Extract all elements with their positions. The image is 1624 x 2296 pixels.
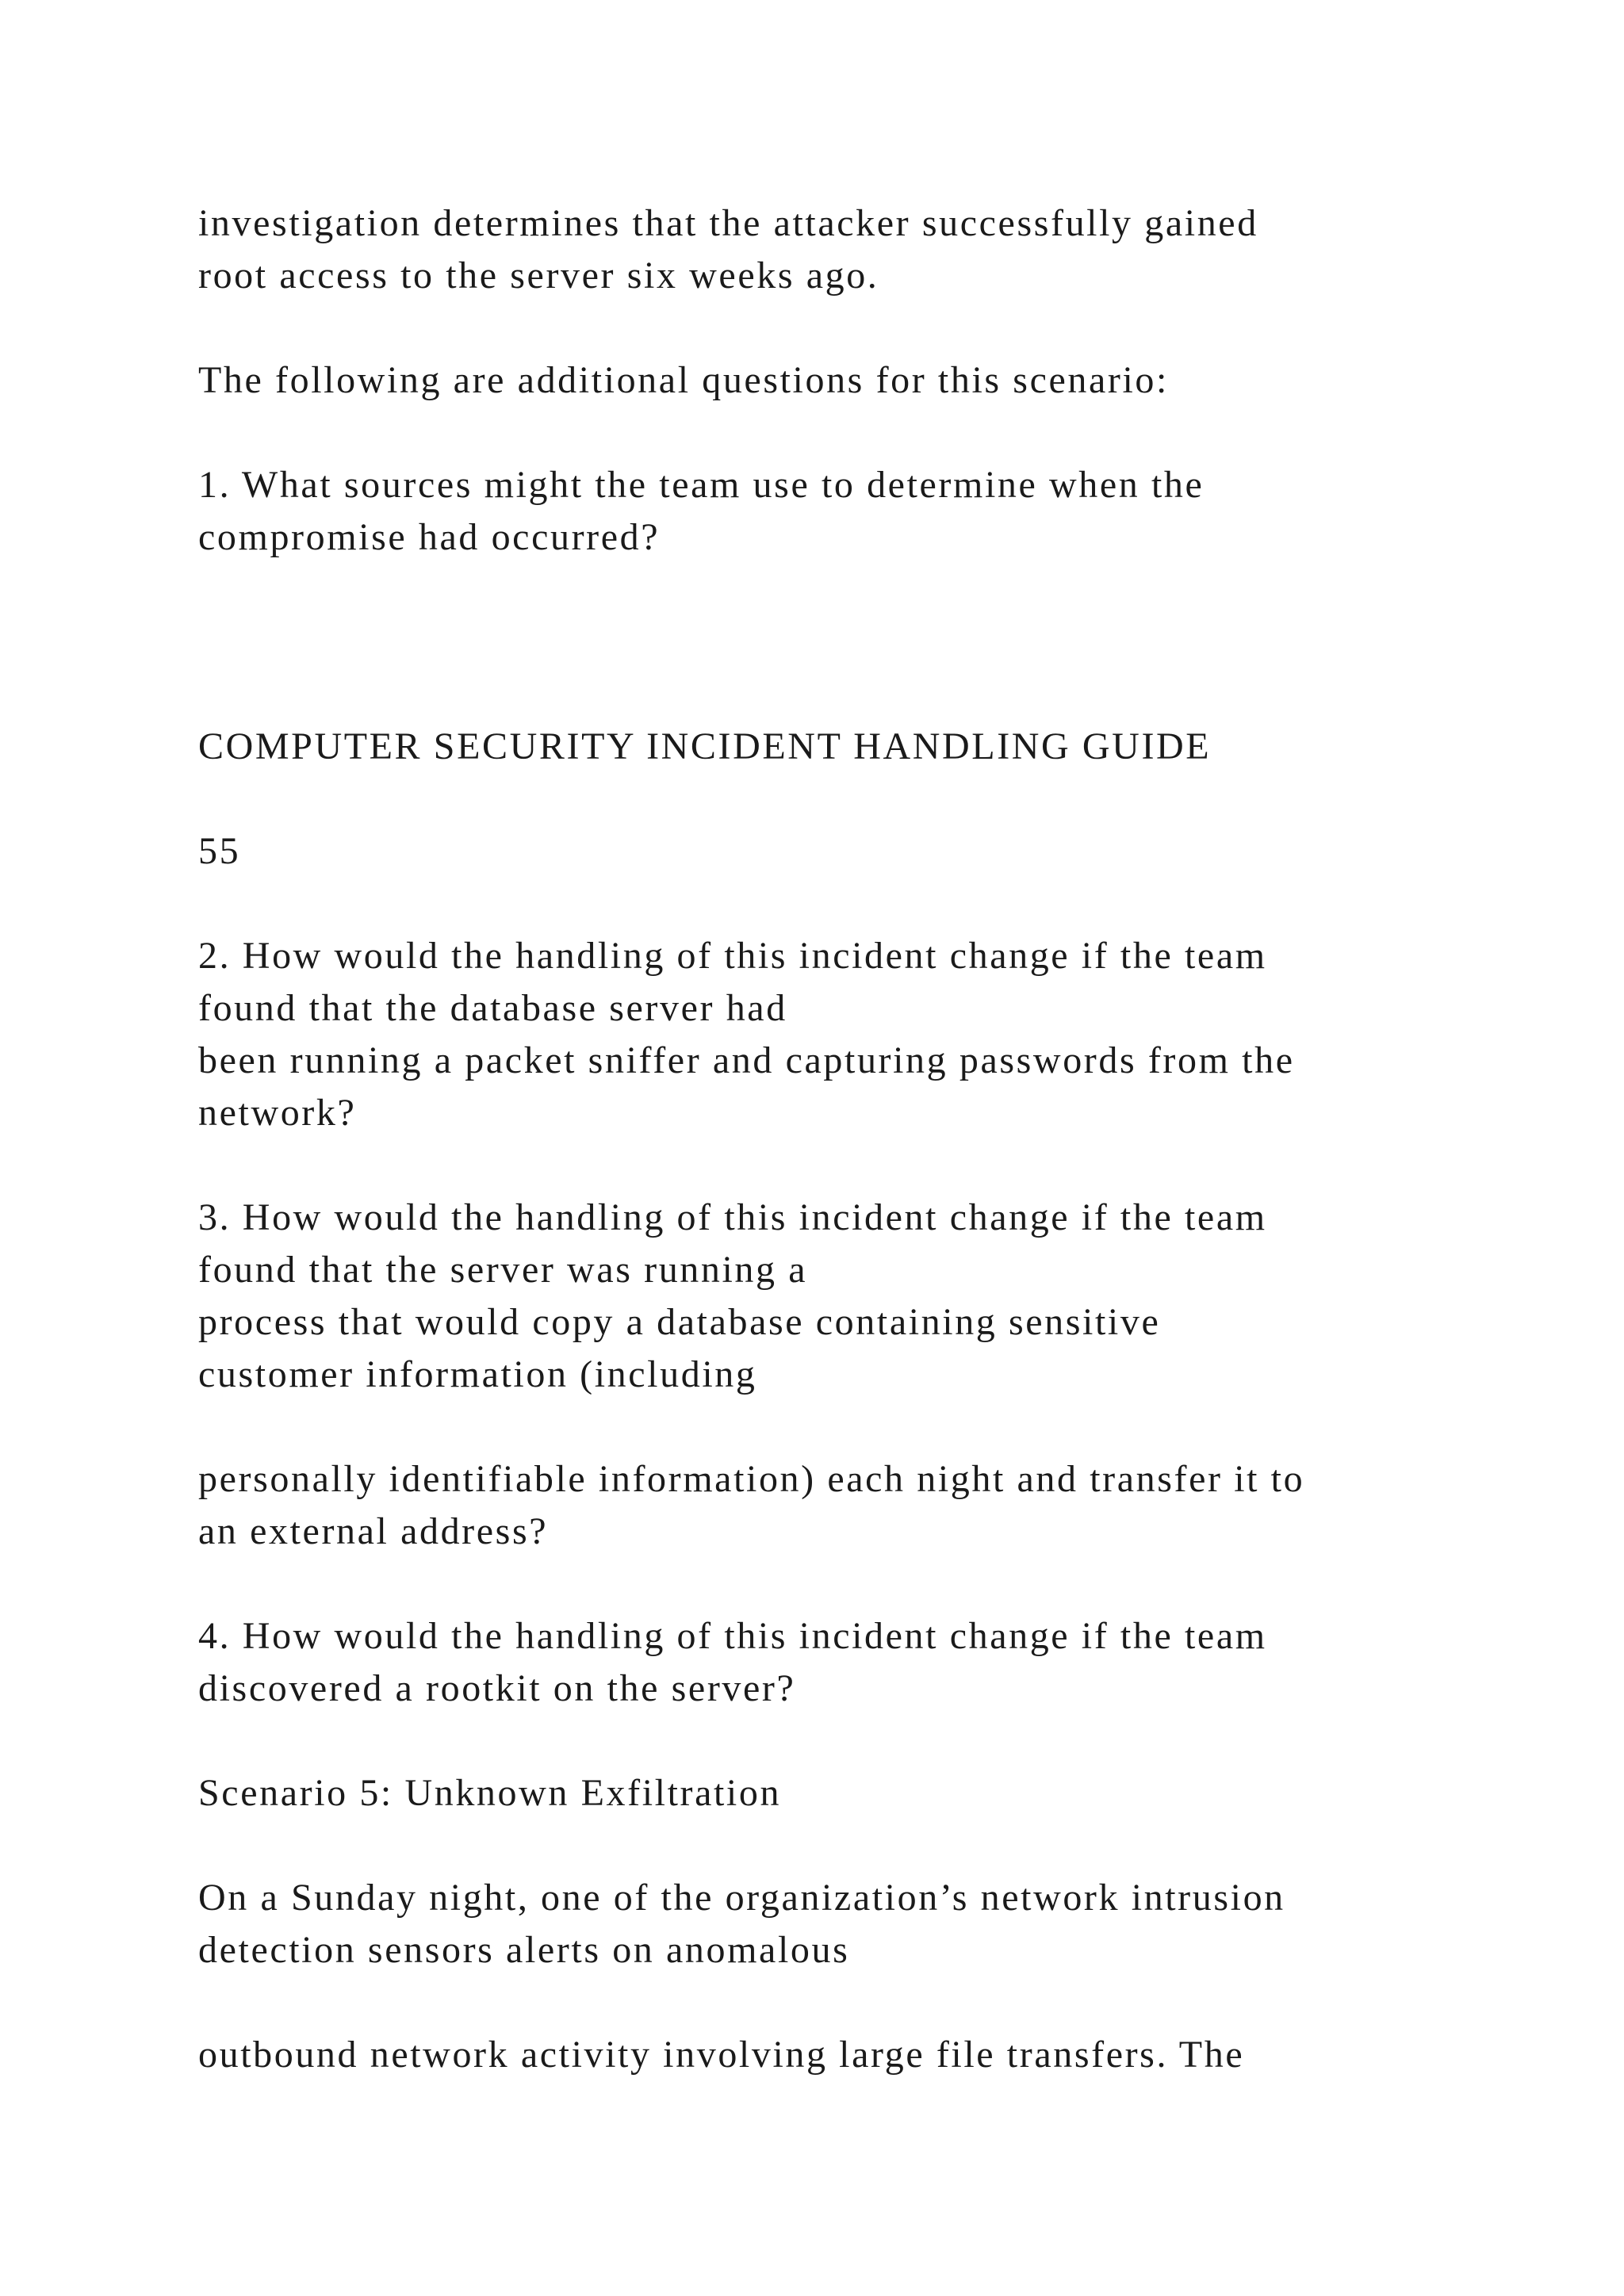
question-2-line: network? (198, 1092, 357, 1134)
paragraph-line: detection sensors alerts on anomalous (198, 1929, 850, 1971)
question-4-line: discovered a rootkit on the server? (198, 1667, 796, 1709)
page-number: 55 (198, 830, 241, 872)
question-1-line: 1. What sources might the team use to determine when the (198, 464, 1205, 506)
question-4-line: 4. How would the handling of this incident change if the team (198, 1615, 1267, 1657)
question-3-line: personally identifiable information) each night and transfer it to (198, 1458, 1305, 1500)
paragraph-line: investigation determines that the attacker successfully gained (198, 202, 1258, 244)
scenario-heading: Scenario 5: Unknown Exfiltration (198, 1772, 782, 1814)
question-3-line: 3. How would the handling of this incident change if the team (198, 1196, 1267, 1238)
paragraph-line: The following are additional questions for this scenario: (198, 359, 1169, 401)
paragraph-line: On a Sunday night, one of the organization’s network intrusion (198, 1877, 1285, 1919)
paragraph-line: outbound network activity involving large file transfers. The (198, 2034, 1245, 2076)
question-2-line: 2. How would the handling of this incident change if the team (198, 935, 1267, 977)
question-2-line: been running a packet sniffer and capturing passwords from the (198, 1039, 1295, 1081)
question-1-line: compromise had occurred? (198, 516, 661, 558)
question-3-line: an external address? (198, 1510, 549, 1552)
question-3-line: customer information (including (198, 1353, 757, 1395)
question-3-line: process that would copy a database containing sensitive (198, 1301, 1161, 1343)
question-2-line: found that the database server had (198, 987, 787, 1029)
running-header: COMPUTER SECURITY INCIDENT HANDLING GUIDE (198, 725, 1212, 767)
question-3-line: found that the server was running a (198, 1249, 808, 1291)
paragraph-line: root access to the server six weeks ago. (198, 254, 879, 297)
